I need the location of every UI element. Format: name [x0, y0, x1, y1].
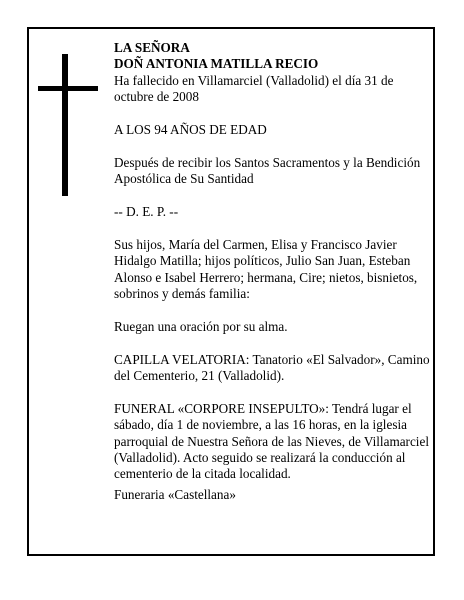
chapel-info: CAPILLA VELATORIA: Tanatorio «El Salvador», Camino del Cementerio, 21 (Valladolid). [114, 351, 430, 384]
rip-line: -- D. E. P. -- [114, 204, 179, 220]
death-statement: Ha fallecido en Villamarciel (Valladolid) el día 31 de octubre de 2008 [114, 72, 394, 105]
obituary-text [114, 40, 430, 503]
sacraments-line: Después de recibir los Santos Sacramentos y la Bendición Apostólica de Su Santidad [114, 154, 421, 187]
obituary-title: LA SEÑORA [114, 40, 190, 55]
funeral-home: Funeraria «Castellana» [114, 486, 236, 502]
cross-horizontal-bar [38, 86, 98, 91]
cross-vertical-bar [62, 54, 68, 196]
funeral-info: FUNERAL «CORPORE INSEPULTO»: Tendrá lugar el sábado, día 1 de noviembre, a las 16 horas, en la iglesia parroquial de Nuestra Señora de las Nieves, de Villamarciel (Valladolid). Acto seguido se realizará la conducción al cementerio de la citada localidad. [114, 400, 429, 482]
family-list: Sus hijos, María del Carmen, Elisa y Francisco Javier Hidalgo Matilla; hijos políticos, Julio San Juan, Esteban Alonso e Isabel Herrero; hermana, Cire; nietos, bisnietos, sobrinos y demás familia: [114, 236, 418, 302]
deceased-name: DOÑ ANTONIA MATILLA RECIO [114, 56, 319, 72]
cross-icon [38, 54, 98, 196]
age-line: A LOS 94 AÑOS DE EDAD [114, 122, 267, 138]
prayer-request: Ruegan una oración por su alma. [114, 318, 288, 334]
